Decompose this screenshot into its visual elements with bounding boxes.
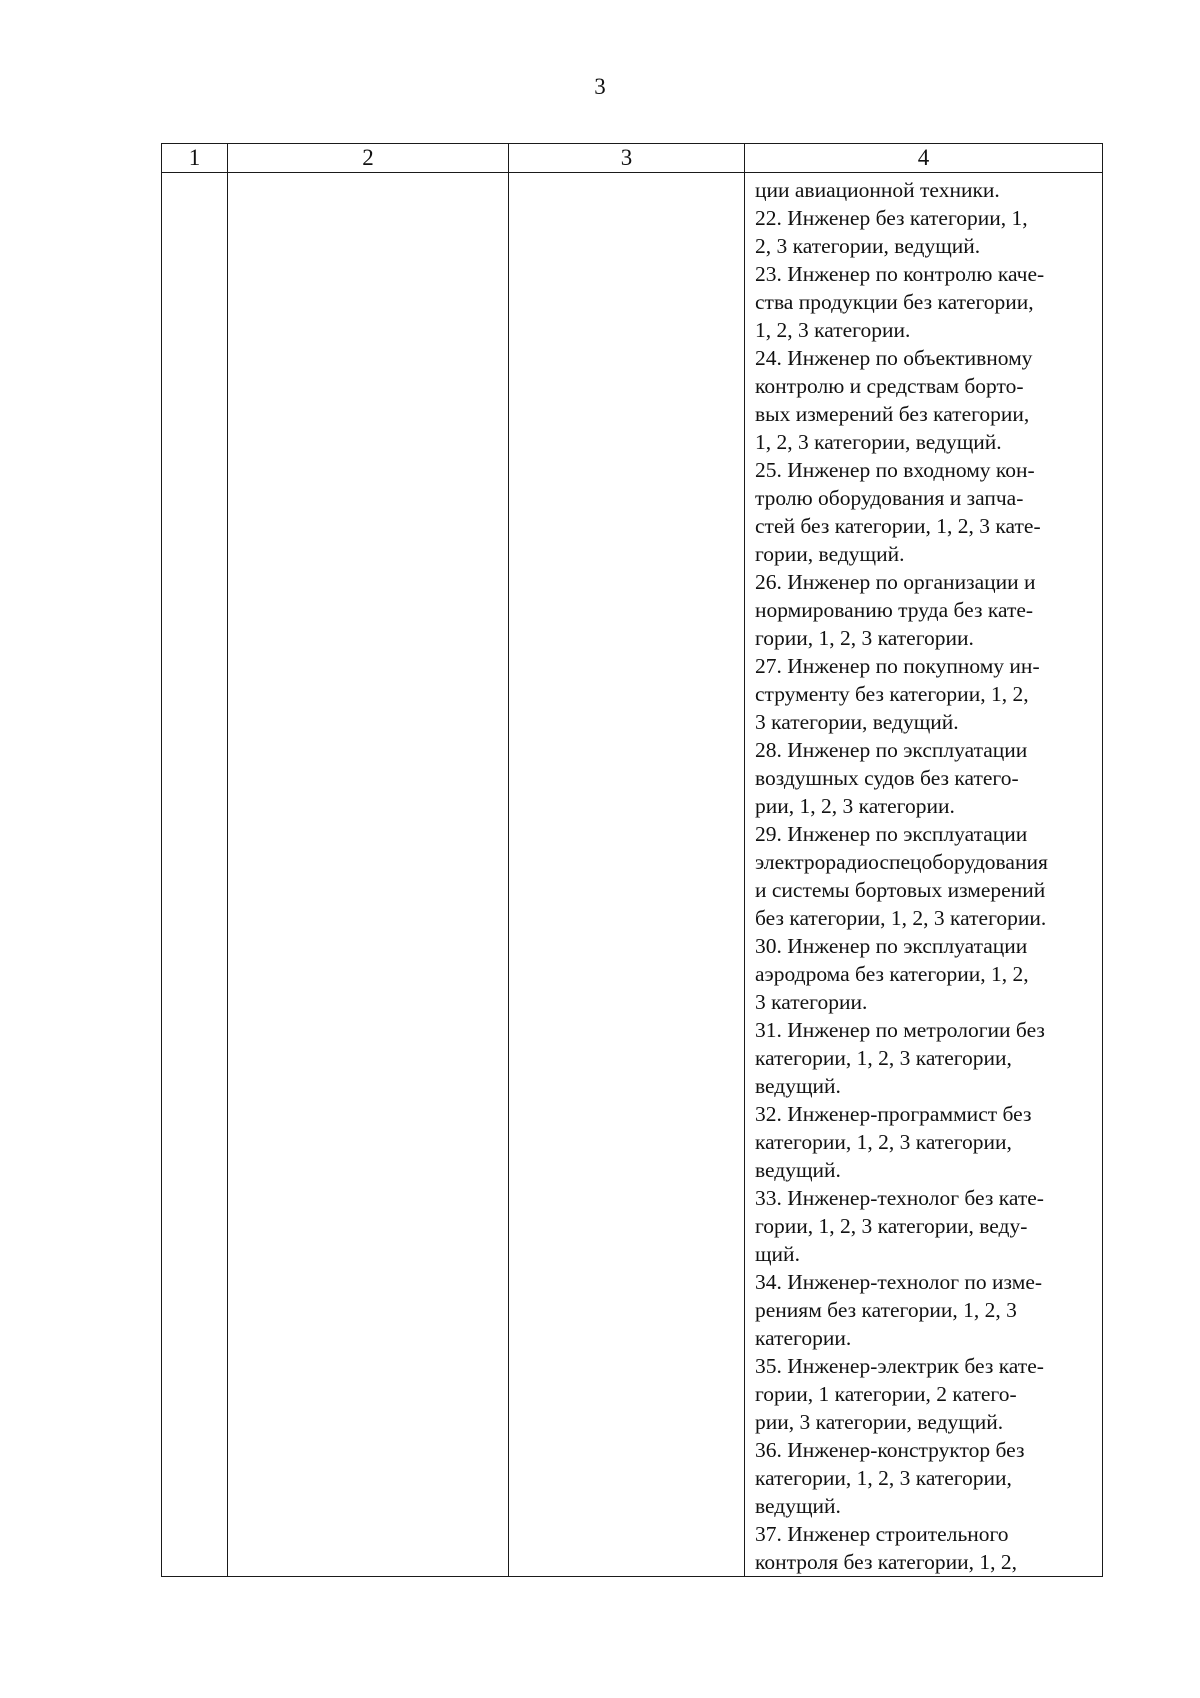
table-header-row xyxy=(162,144,1103,173)
table-cell-col-3 xyxy=(509,173,745,1577)
text-line: ведущий. xyxy=(755,1158,841,1182)
text-line: категории, 1, 2, 3 категории, xyxy=(755,1046,1012,1070)
table-row xyxy=(162,173,1103,1577)
text-line: и системы бортовых измерений xyxy=(755,878,1046,902)
text-line: категории. xyxy=(755,1326,852,1350)
text-line: контроля без категории, 1, 2, xyxy=(755,1550,1018,1574)
text-line: 37. Инженер строительного xyxy=(755,1522,1009,1546)
text-line: 3 категории, ведущий. xyxy=(755,710,959,734)
text-line: 1, 2, 3 категории. xyxy=(755,318,911,342)
text-line: категории, 1, 2, 3 категории, xyxy=(755,1466,1012,1490)
text-line: 3 категории. xyxy=(755,990,868,1014)
text-line: 32. Инженер-программист без xyxy=(755,1102,1032,1126)
text-line: воздушных судов без катего- xyxy=(755,766,1019,790)
text-line: 27. Инженер по покупному ин- xyxy=(755,654,1040,678)
text-line: ции авиационной техники. xyxy=(755,178,1000,202)
text-line: аэродрома без категории, 1, 2, xyxy=(755,962,1029,986)
table-header-cell-1: 1 xyxy=(162,144,228,173)
text-line: гории, 1, 2, 3 категории. xyxy=(755,626,974,650)
text-line: 22. Инженер без категории, 1, xyxy=(755,206,1028,230)
text-line: вых измерений без категории, xyxy=(755,402,1030,426)
text-line: нормированию труда без кате- xyxy=(755,598,1034,622)
table-cell-col-4 xyxy=(745,173,1103,1577)
table-cell-col-2 xyxy=(228,173,509,1577)
document-table xyxy=(161,143,1103,1577)
text-line: электрорадиоспецоборудования xyxy=(755,850,1048,874)
text-line: тролю оборудования и запча- xyxy=(755,486,1024,510)
table-cell-col-1 xyxy=(162,173,228,1577)
text-line: 36. Инженер-конструктор без xyxy=(755,1438,1025,1462)
text-line: 28. Инженер по эксплуатации xyxy=(755,738,1028,762)
text-line: щий. xyxy=(755,1242,800,1266)
text-line: гории, 1 категории, 2 катего- xyxy=(755,1382,1017,1406)
page-number: 3 xyxy=(594,74,606,99)
text-line: категории, 1, 2, 3 категории, xyxy=(755,1130,1012,1154)
text-line: 24. Инженер по объективному xyxy=(755,346,1033,370)
text-line: без категории, 1, 2, 3 категории. xyxy=(755,906,1047,930)
text-line: ведущий. xyxy=(755,1494,841,1518)
text-line: 26. Инженер по организации и xyxy=(755,570,1036,594)
text-line: рии, 1, 2, 3 категории. xyxy=(755,794,955,818)
text-line: гории, 1, 2, 3 категории, веду- xyxy=(755,1214,1028,1238)
text-line: 31. Инженер по метрологии без xyxy=(755,1018,1045,1042)
text-line: 33. Инженер-технолог без кате- xyxy=(755,1186,1044,1210)
text-line: струменту без категории, 1, 2, xyxy=(755,682,1029,706)
table-header-cell-2: 2 xyxy=(228,144,509,173)
text-line: стей без категории, 1, 2, 3 кате- xyxy=(755,514,1041,538)
text-line: ведущий. xyxy=(755,1074,841,1098)
text-line: контролю и средствам борто- xyxy=(755,374,1024,398)
table-header-cell-4: 4 xyxy=(745,144,1103,173)
text-line: 1, 2, 3 категории, ведущий. xyxy=(755,430,1002,454)
text-line: рениям без категории, 1, 2, 3 xyxy=(755,1298,1017,1322)
text-line: ства продукции без категории, xyxy=(755,290,1034,314)
text-line: гории, ведущий. xyxy=(755,542,905,566)
text-line: 29. Инженер по эксплуатации xyxy=(755,822,1028,846)
text-line: 23. Инженер по контролю каче- xyxy=(755,262,1045,286)
text-line: рии, 3 категории, ведущий. xyxy=(755,1410,1004,1434)
position-list xyxy=(745,173,1102,1576)
text-line: 2, 3 категории, ведущий. xyxy=(755,234,981,258)
table-header-cell-3: 3 xyxy=(509,144,745,173)
text-line: 25. Инженер по входному кон- xyxy=(755,458,1035,482)
text-line: 35. Инженер-электрик без кате- xyxy=(755,1354,1044,1378)
text-line: 34. Инженер-технолог по изме- xyxy=(755,1270,1043,1294)
text-line: 30. Инженер по эксплуатации xyxy=(755,934,1028,958)
